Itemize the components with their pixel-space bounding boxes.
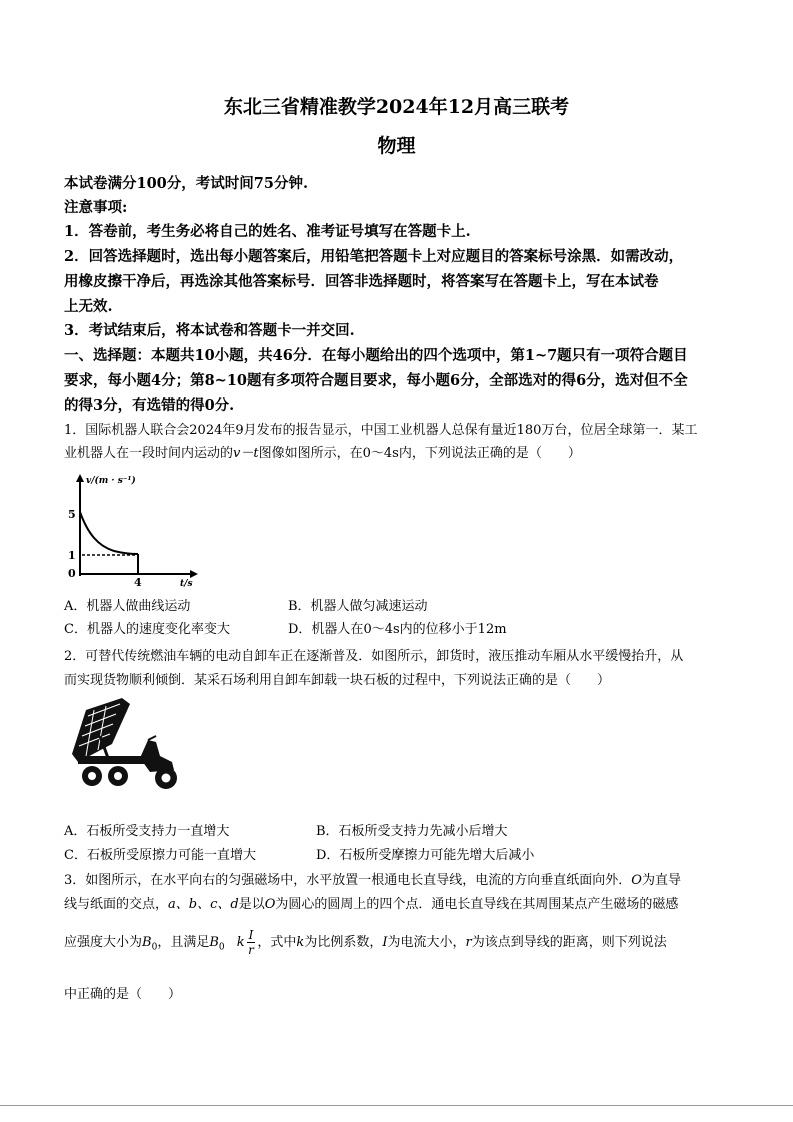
q3-line3-b: ，且满足 xyxy=(157,935,210,950)
q1-vt-graph xyxy=(62,472,202,588)
q3-r-symbol: r xyxy=(465,935,472,950)
q2-line2: 而实现货物顺利倾倒．某采石场利用自卸车卸载一块石板的过程中，下列说法正确的是（ ） xyxy=(64,673,611,688)
q1-tick-x4: 4 xyxy=(134,576,142,588)
q2-line1: 2．可替代传统燃油车辆的电动自卸车正在逐渐普及．如图所示，卸货时，液压推动车厢从水平缓慢抬升，从 xyxy=(64,649,684,664)
q3-eq-k: k xyxy=(236,935,245,950)
notice-item-1: 1．答卷前，考生务必将自己的姓名、准考证号填写在答题卡上. xyxy=(64,223,471,240)
notice-item-3: 3．考试结束后，将本试卷和答题卡一并交回. xyxy=(64,322,355,339)
q3-line2-c: 为圆心的圆周上的四个点．通电长直导线在其周围某点产生磁场的磁感 xyxy=(275,897,679,912)
q1-y-axis-label: v/(m · s⁻¹) xyxy=(86,476,136,486)
q1-line2-b: 图像如图所示，在 xyxy=(258,446,363,461)
q3-line3-e: 为电流大小， xyxy=(387,935,466,950)
q3-b0-subscript: 0 xyxy=(151,942,158,953)
q2-option-d: D．石板所受摩擦力可能先增大后减小 xyxy=(316,848,535,863)
q3-center-o: O xyxy=(264,897,276,912)
q3-line3-c: ，式中 xyxy=(257,935,297,950)
q3-line3-d: 为比例系数， xyxy=(304,935,383,950)
q1-option-c: C．机器人的速度变化率变大 xyxy=(64,622,230,637)
q3-i-symbol: I xyxy=(382,935,388,950)
q1-option-d-a: D．机器人在 xyxy=(288,622,364,637)
q3-line1 xyxy=(64,870,681,892)
section1-line2: 要求，每小题4分；第8~10题有多项符合题目要求，每小题6分，全部选对的得6分，选对但不全 xyxy=(64,372,688,389)
q3-line2 xyxy=(64,894,678,916)
section1-line1: 一、选择题：本题共10小题，共46分．在每小题给出的四个选项中，第1~7题只有一项符合题目 xyxy=(64,347,688,364)
q3-line1-a: 3．如图所示，在水平向右的匀强磁场中，水平放置一根通电长直导线，电流的方向垂直纸面向外． xyxy=(64,873,632,888)
q3-fraction-numerator: I xyxy=(248,928,254,942)
q2-truck-cab xyxy=(140,740,174,772)
notice-label: 注意事项: xyxy=(64,199,128,216)
q1-tick-y1: 1 xyxy=(68,549,76,562)
q1-option-d xyxy=(288,620,507,640)
q1-option-d-range: 0～4s xyxy=(363,622,400,637)
q3-line4: 中正确的是（ ） xyxy=(64,987,182,1002)
q3-line1-b: 为直导 xyxy=(641,873,681,888)
q1-x-arrow xyxy=(190,570,198,578)
q2-option-c: C．石板所受原擦力可能一直增大 xyxy=(64,848,256,863)
q1-option-a: A．机器人做曲线运动 xyxy=(64,599,191,614)
exam-subject: 物理 xyxy=(377,135,416,157)
q1-x-axis-label: t/s xyxy=(180,579,193,588)
q2-dump-truck-image xyxy=(64,696,184,796)
q3-eq-subscript: 0 xyxy=(218,942,225,953)
q1-option-d-value: 12m xyxy=(477,622,507,637)
q1-range: 0～4s xyxy=(362,446,399,461)
q2-truck-chassis xyxy=(78,756,150,764)
q1-y-arrow xyxy=(76,474,84,482)
q3-line3-f: 为该点到导线的距离，则下列说法 xyxy=(471,935,667,950)
notice-item-2-line2: 用橡皮擦干净后，再选涂其他答案标号．回答非选择题时，将答案写在答题卡上，写在本试卷 xyxy=(64,273,659,290)
q3-line3-a: 应强度大小为 xyxy=(64,935,143,950)
q3-line2-b: 是以 xyxy=(238,897,265,912)
q1-tick-origin: 0 xyxy=(68,567,76,580)
q3-line2-a: 线与纸面的交点， xyxy=(64,897,169,912)
q3-point-o: O xyxy=(631,873,642,888)
notice-item-2-line3: 上无效. xyxy=(64,298,113,315)
q3-b0-symbol: B xyxy=(142,935,152,950)
q3-fraction-denominator: r xyxy=(248,943,254,957)
section1-line3: 的得3分，有选错的得0分. xyxy=(64,397,235,414)
page-bottom-rule xyxy=(0,1105,793,1106)
q1-line2-c: 内，下列说法正确的是（ ） xyxy=(398,446,581,461)
q2-option-a: A．石板所受支持力一直增大 xyxy=(64,824,230,839)
q2-truck-bed xyxy=(72,698,130,762)
q1-option-b: B．机器人做匀减速运动 xyxy=(288,599,428,614)
exam-title: 东北三省精准教学2024年12月高三联考 xyxy=(223,96,570,118)
q3-k-symbol: k xyxy=(296,935,305,950)
q1-vt-symbol: v－t xyxy=(233,446,259,461)
q2-option-b: B．石板所受支持力先减小后增大 xyxy=(316,824,508,839)
q1-velocity-curve xyxy=(80,512,138,554)
q3-points-abcd: a、b、c、d xyxy=(168,897,239,912)
notice-item-2-line1: 2．回答选择题时，选出每小题答案后，用铅笔把答题卡上对应题目的答案标号涂黑．如需改动， xyxy=(64,248,684,265)
q3-eq-b: B xyxy=(209,935,219,950)
q1-line2 xyxy=(64,443,581,465)
q3-fraction xyxy=(247,928,256,957)
q1-line1: 1．国际机器人联合会2024年9月发布的报告显示，中国工业机器人总保有量近180万台，位居全球第一．某工 xyxy=(64,423,698,438)
exam-info: 本试卷满分100分，考试时间75分钟. xyxy=(64,175,308,192)
q1-tick-y5: 5 xyxy=(68,508,76,521)
q1-option-d-b: 内的位移小于 xyxy=(399,622,478,637)
q3-line3 xyxy=(64,928,667,963)
q1-line2-a: 业机器人在一段时间内运动的 xyxy=(64,446,234,461)
